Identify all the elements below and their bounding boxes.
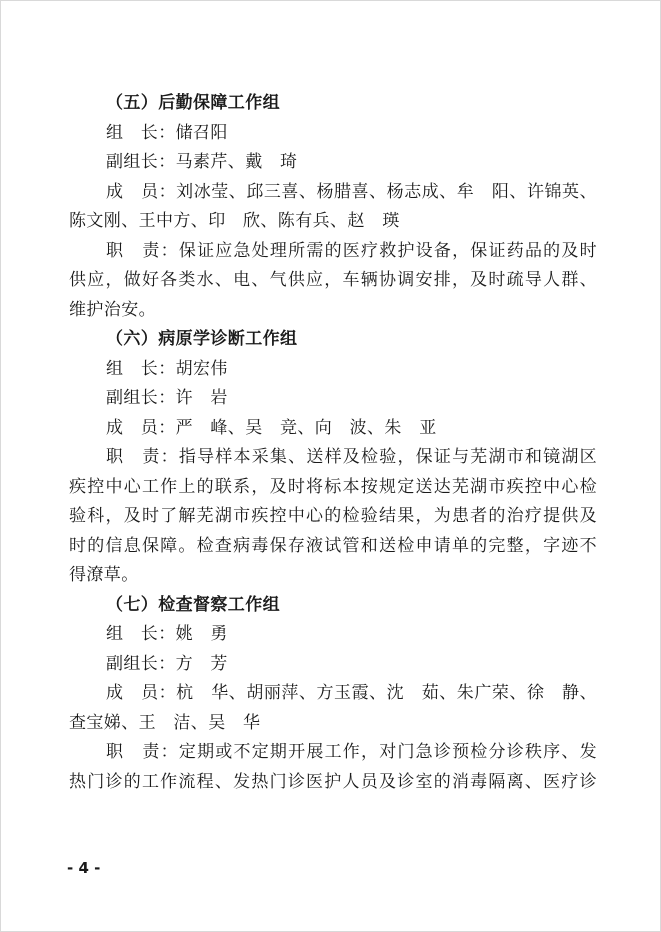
- section-title: （五）后勤保障工作组: [106, 93, 280, 113]
- duties-line: 供应，做好各类水、电、气供应，车辆协调安排，及时疏导人群、: [69, 270, 597, 290]
- page-number: - 4 -: [67, 859, 101, 877]
- members-line: 查宝娣、王 洁、吴 华: [69, 712, 261, 733]
- members-line: 成 员：杭 华、胡丽萍、方玉霞、沈 茹、朱广荣、徐 静、: [106, 683, 597, 703]
- duties-line: 得潦草。: [69, 565, 139, 585]
- duties-line: 职 责：定期或不定期开展工作，对门急诊预检分诊秩序、发: [106, 742, 597, 762]
- duties-line: 热门诊的工作流程、发热门诊医护人员及诊室的消毒隔离、医疗诊: [69, 771, 597, 792]
- members-line: 成 员：严 峰、吴 竞、向 波、朱 亚: [106, 417, 437, 438]
- document-body: [69, 89, 597, 797]
- section-title: （七）检查督察工作组: [106, 594, 280, 615]
- deputy-leader: 副组长：马素芹、戴 琦: [106, 152, 298, 172]
- members-line: 成 员：刘冰莹、邱三喜、杨腊喜、杨志成、牟 阳、许锦英、: [106, 181, 597, 202]
- duties-line: 维护治安。: [69, 299, 156, 320]
- duties-line: 职 责：保证应急处理所需的医疗救护设备，保证药品的及时: [106, 240, 597, 261]
- section-title: （六）病原学诊断工作组: [106, 329, 298, 349]
- duties-line: 验科，及时了解芜湖市疾控中心的检验结果，为患者的治疗提供及: [69, 506, 597, 526]
- group-leader: 组 长：胡宏伟: [106, 358, 228, 379]
- deputy-leader: 副组长：许 岩: [106, 388, 228, 408]
- duties-line: 职 责：指导样本采集、送样及检验，保证与芜湖市和镜湖区: [106, 447, 597, 467]
- deputy-leader: 副组长：方 芳: [106, 653, 228, 674]
- group-leader: 组 长：姚 勇: [106, 624, 228, 644]
- duties-line: 疾控中心工作上的联系，及时将标本按规定送达芜湖市疾控中心检: [69, 476, 597, 497]
- members-line: 陈文刚、王中方、印 欣、陈有兵、赵 瑛: [69, 211, 400, 231]
- duties-line: 时的信息保障。检查病毒保存液试管和送检申请单的完整，字迹不: [69, 535, 597, 556]
- group-leader: 组 长：储召阳: [106, 122, 228, 143]
